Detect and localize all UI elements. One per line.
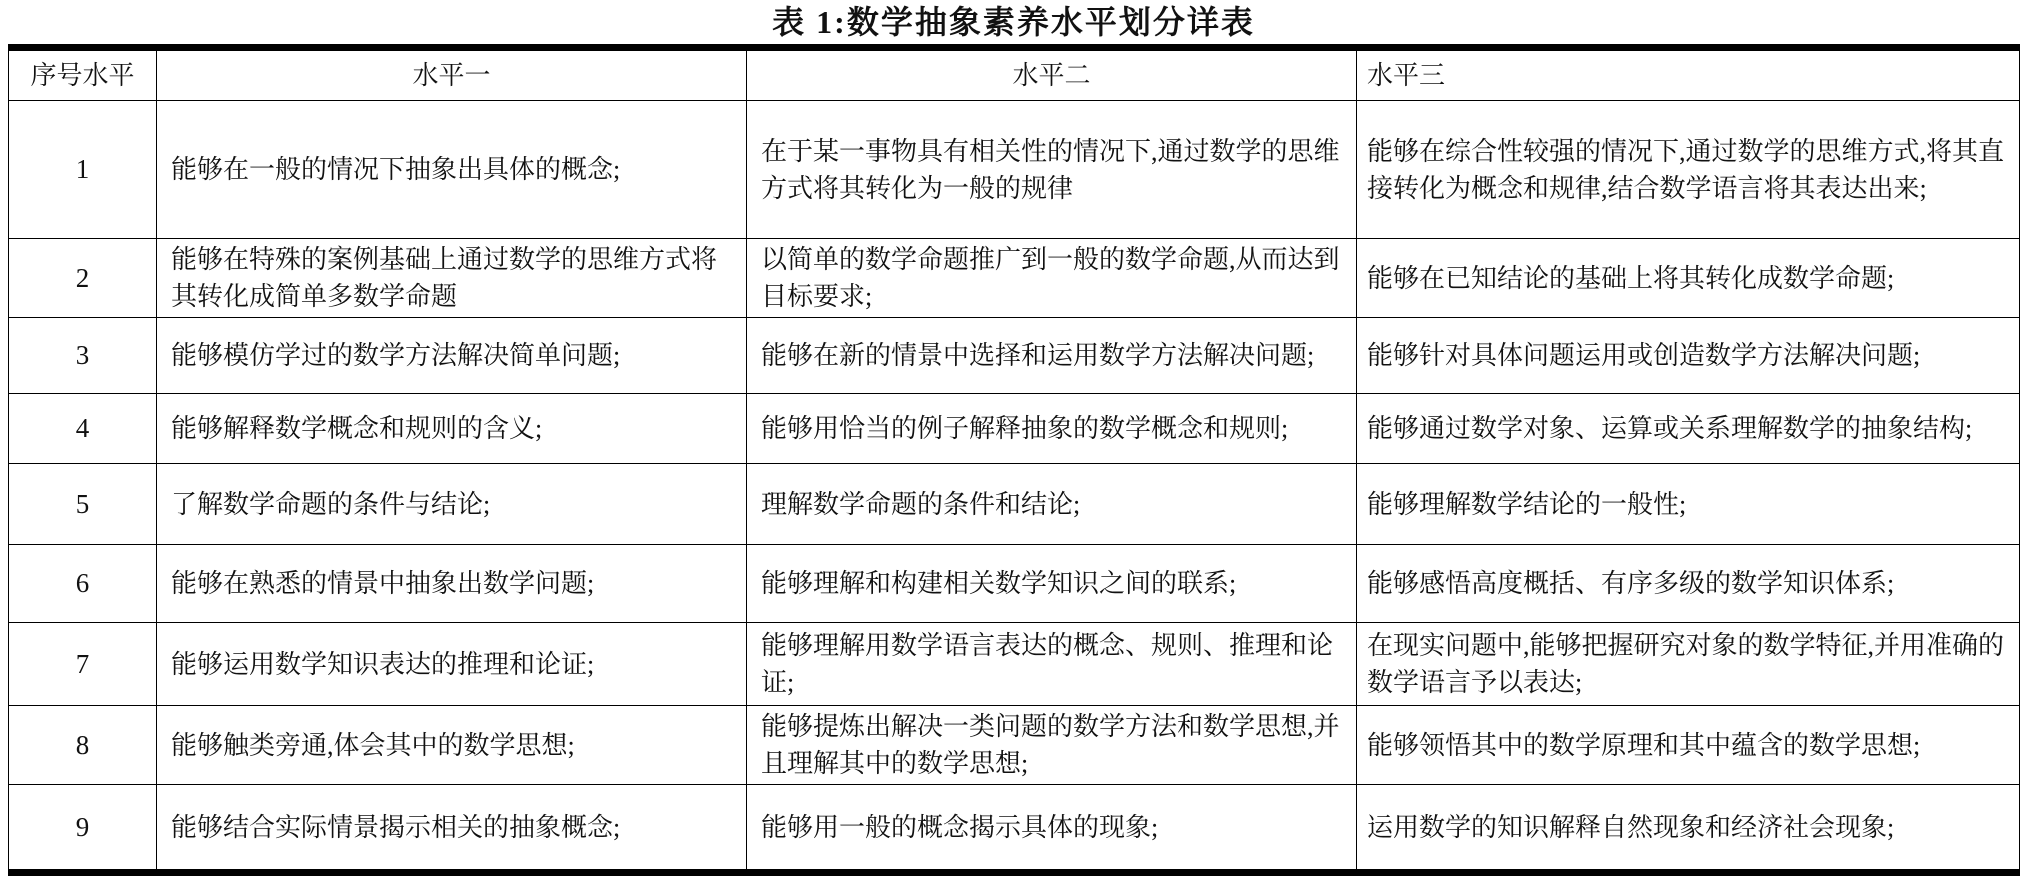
header-cell-level1: 水平一 bbox=[157, 48, 747, 101]
level1-cell: 能够运用数学知识表达的推理和论证; bbox=[157, 623, 747, 706]
level2-cell: 能够理解用数学语言表达的概念、规则、推理和论证; bbox=[747, 623, 1357, 706]
table-row bbox=[9, 239, 2020, 318]
row-number-cell: 5 bbox=[9, 464, 157, 545]
level2-cell: 能够提炼出解决一类问题的数学方法和数学思想,并且理解其中的数学思想; bbox=[747, 706, 1357, 785]
header-cell-level2: 水平二 bbox=[747, 48, 1357, 101]
table-row bbox=[9, 545, 2020, 623]
row-number-cell: 2 bbox=[9, 239, 157, 318]
level1-cell: 能够模仿学过的数学方法解决简单问题; bbox=[157, 318, 747, 394]
header-cell-level3: 水平三 bbox=[1357, 48, 2020, 101]
level1-cell: 能够在特殊的案例基础上通过数学的思维方式将其转化成简单多数学命题 bbox=[157, 239, 747, 318]
row-number-cell: 7 bbox=[9, 623, 157, 706]
level3-cell: 能够通过数学对象、运算或关系理解数学的抽象结构; bbox=[1357, 394, 2020, 464]
level3-cell: 运用数学的知识解释自然现象和经济社会现象; bbox=[1357, 785, 2020, 873]
level3-cell: 在现实问题中,能够把握研究对象的数学特征,并用准确的数学语言予以表达; bbox=[1357, 623, 2020, 706]
level2-cell: 能够用一般的概念揭示具体的现象; bbox=[747, 785, 1357, 873]
table-row bbox=[9, 623, 2020, 706]
table-row bbox=[9, 394, 2020, 464]
level2-cell: 理解数学命题的条件和结论; bbox=[747, 464, 1357, 545]
level1-cell: 能够解释数学概念和规则的含义; bbox=[157, 394, 747, 464]
header-row bbox=[9, 48, 2020, 101]
level1-cell: 了解数学命题的条件与结论; bbox=[157, 464, 747, 545]
row-number-cell: 6 bbox=[9, 545, 157, 623]
row-number-cell: 1 bbox=[9, 101, 157, 239]
level3-cell: 能够领悟其中的数学原理和其中蕴含的数学思想; bbox=[1357, 706, 2020, 785]
level3-cell: 能够针对具体问题运用或创造数学方法解决问题; bbox=[1357, 318, 2020, 394]
table-row bbox=[9, 101, 2020, 239]
level1-cell: 能够结合实际情景揭示相关的抽象概念; bbox=[157, 785, 747, 873]
level3-cell: 能够理解数学结论的一般性; bbox=[1357, 464, 2020, 545]
level1-cell: 能够触类旁通,体会其中的数学思想; bbox=[157, 706, 747, 785]
table-row bbox=[9, 785, 2020, 873]
level2-cell: 在于某一事物具有相关性的情况下,通过数学的思维方式将其转化为一般的规律 bbox=[747, 101, 1357, 239]
table-row bbox=[9, 706, 2020, 785]
level2-cell: 能够理解和构建相关数学知识之间的联系; bbox=[747, 545, 1357, 623]
level3-cell: 能够在已知结论的基础上将其转化成数学命题; bbox=[1357, 239, 2020, 318]
page-title: 表 1:数学抽象素养水平划分详表 bbox=[772, 4, 1255, 40]
level2-cell: 能够用恰当的例子解释抽象的数学概念和规则; bbox=[747, 394, 1357, 464]
row-number-cell: 4 bbox=[9, 394, 157, 464]
table-row bbox=[9, 318, 2020, 394]
header-cell-index: 序号水平 bbox=[9, 48, 157, 101]
level3-cell: 能够在综合性较强的情况下,通过数学的思维方式,将其直接转化为概念和规律,结合数学语言将其表达出来; bbox=[1357, 101, 2020, 239]
row-number-cell: 9 bbox=[9, 785, 157, 873]
row-number-cell: 8 bbox=[9, 706, 157, 785]
row-number-cell: 3 bbox=[9, 318, 157, 394]
level2-cell: 以简单的数学命题推广到一般的数学命题,从而达到目标要求; bbox=[747, 239, 1357, 318]
level-table bbox=[8, 44, 2020, 876]
level1-cell: 能够在一般的情况下抽象出具体的概念; bbox=[157, 101, 747, 239]
level1-cell: 能够在熟悉的情景中抽象出数学问题; bbox=[157, 545, 747, 623]
table-row bbox=[9, 464, 2020, 545]
level2-cell: 能够在新的情景中选择和运用数学方法解决问题; bbox=[747, 318, 1357, 394]
level3-cell: 能够感悟高度概括、有序多级的数学知识体系; bbox=[1357, 545, 2020, 623]
